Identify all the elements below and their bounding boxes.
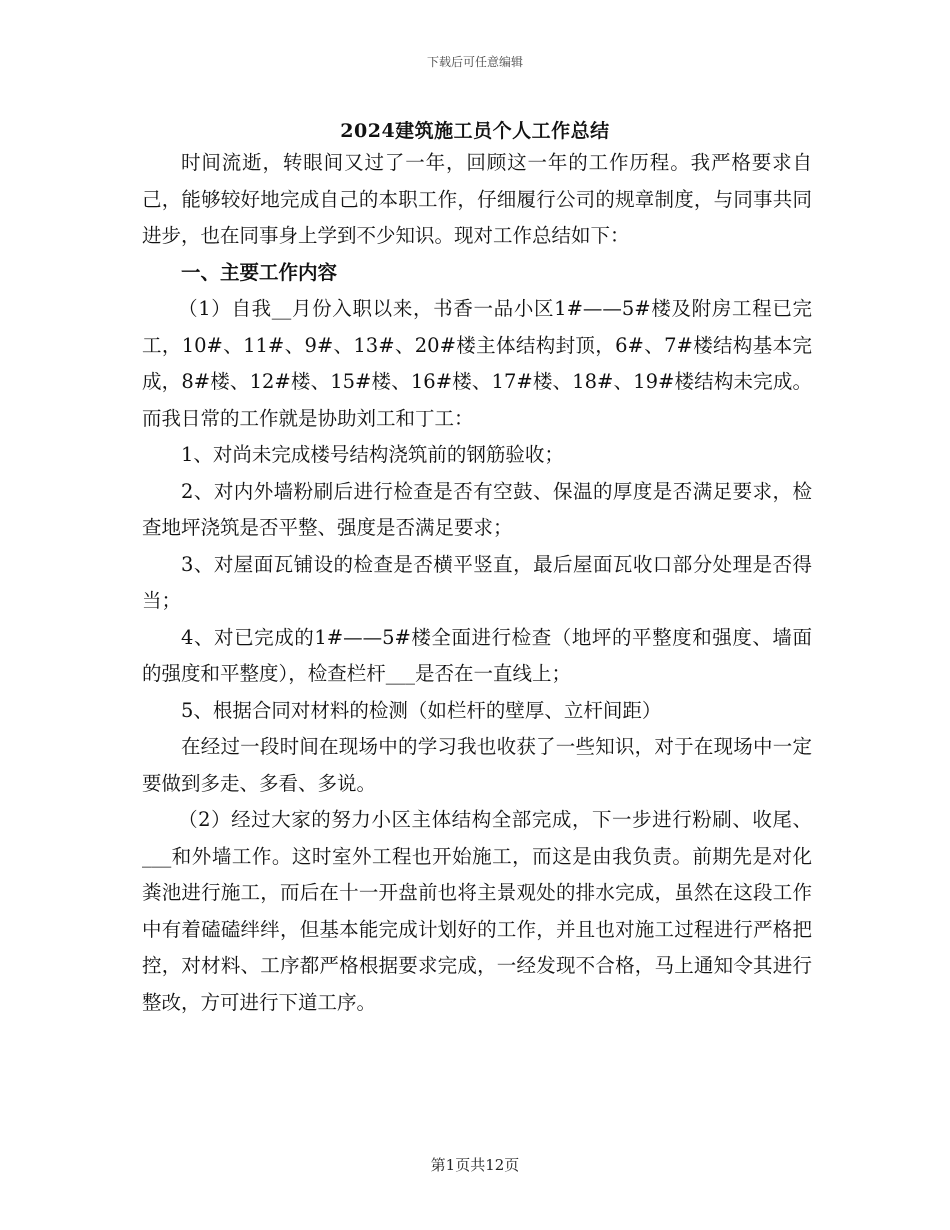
document-title: 2024建筑施工员个人工作总结 xyxy=(340,120,610,142)
document-body xyxy=(142,145,812,1021)
work-paragraph-2: （2）经过大家的努力小区主体结构全部完成，下一步进行粉刷、收尾、___和外墙工作。这时室外工程也开始施工，而这是由我负责。前期先是对化粪池进行施工，而后在十一开盘前也将主景观处的排水完成，虽然在这段工作中有着磕磕绊绊，但基本能完成计划好的工作，并且也对施工过程进行严格把控，对材料、工序都严格根据要求完成，一经发现不合格，马上通知令其进行整改，方可进行下道工序。 xyxy=(142,808,812,1014)
intro-paragraph: 时间流逝，转眼间又过了一年，回顾这一年的工作历程。我严格要求自己，能够较好地完成自己的本职工作，仔细履行公司的规章制度，与同事共同进步，也在同事身上学到不少知识。现对工作总结如下： xyxy=(142,151,812,247)
list-item: 4、对已完成的1#——5#楼全面进行检查（地坪的平整度和强度、墙面的强度和平整度），检查栏杆___是否在一直线上； xyxy=(142,625,812,685)
page-header-note: 下载后可任意编辑 xyxy=(426,55,523,69)
section-heading: 一、主要工作内容 xyxy=(181,260,338,284)
list-item: 3、对屋面瓦铺设的检查是否横平竖直，最后屋面瓦收口部分处理是否得当； xyxy=(142,552,812,612)
page-number: 第1页共12页 xyxy=(430,1156,520,1174)
list-item: 5、根据合同对材料的检测（如栏杆的壁厚、立杆间距） xyxy=(181,698,662,722)
learning-paragraph: 在经过一段时间在现场中的学习我也收获了一些知识，对于在现场中一定要做到多走、多看、多说。 xyxy=(142,735,812,795)
work-paragraph-1: （1）自我__月份入职以来，书香一品小区1#——5#楼及附房工程已完工，10#、11#、9#、13#、20#楼主体结构封顶，6#、7#楼结构基本完成，8#楼、12#楼、15#楼、16#楼、17#楼、18#、19#楼结构未完成。而我日常的工作就是协助刘工和丁工： xyxy=(142,297,812,430)
list-item: 1、对尚未完成楼号结构浇筑前的钢筋验收； xyxy=(181,443,564,466)
list-item: 2、对内外墙粉刷后进行检查是否有空鼓、保温的厚度是否满足要求，检查地坪浇筑是否平整、强度是否满足要求； xyxy=(142,479,812,539)
